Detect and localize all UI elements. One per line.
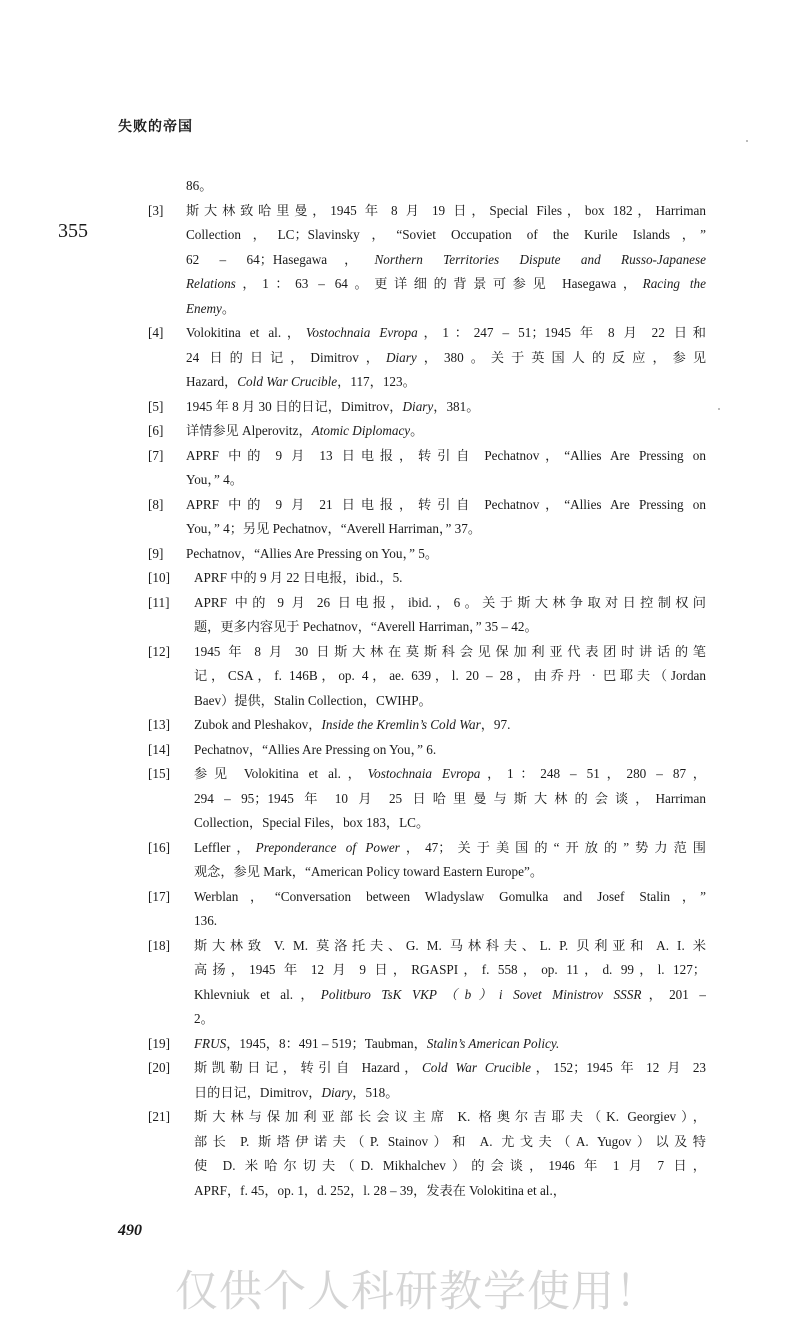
note-text: 使 D. 米哈尔切夫（D. Mikhalchev）的会谈，1946 年 1 月 7 日， <box>194 1158 706 1173</box>
note-line <box>148 444 706 469</box>
note-text: APRF 中的 9 月 26 日电报，ibid.，6。关于斯大林争取对日控制权问 <box>194 594 706 610</box>
endnote-number: [17] <box>148 888 170 904</box>
italic-title: Enemy <box>186 300 222 316</box>
italic-title: Inside the Kremlin’s Cold War <box>321 717 481 732</box>
note-text: Volokitina et al.， <box>186 325 306 340</box>
note-line <box>148 468 706 493</box>
note-line <box>148 542 706 567</box>
note-line <box>148 370 706 395</box>
note-line <box>148 591 706 616</box>
note-line <box>148 517 706 542</box>
endnote <box>148 395 706 420</box>
note-text: 。 <box>410 423 424 438</box>
endnote-number: [8] <box>148 496 164 512</box>
note-text: Khlevniuk et al.， <box>194 986 321 1002</box>
note-line <box>148 1081 706 1106</box>
note-line <box>148 493 706 518</box>
endnote <box>148 640 706 714</box>
note-text: APRF 中的 9 月 22 日电报，ibid.，5. <box>194 570 403 585</box>
note-line <box>148 419 706 444</box>
endnote <box>148 591 706 640</box>
note-line <box>148 1179 706 1204</box>
italic-title: Vostochnaia Evropa <box>305 325 418 340</box>
endnote <box>148 542 706 567</box>
note-text: 86。 <box>186 178 213 193</box>
note-text: ，1：248 – 51，280 – 87， <box>480 766 706 781</box>
endnote <box>148 444 706 493</box>
note-text: 斯大林与保加利亚部长会议主席 K. 格奥尔吉耶夫（K. Georgiev）， <box>194 1109 706 1124</box>
note-text: ，152；1945 年 12 月 23 <box>531 1060 706 1075</box>
note-line <box>148 958 706 983</box>
note-text: ，381。 <box>433 398 480 414</box>
note-text: Leffler， <box>194 839 256 855</box>
italic-title: Relations <box>186 276 236 291</box>
endnote <box>148 762 706 836</box>
endnote-number: [3] <box>148 202 164 218</box>
note-text: Werblan，“Conversation between Wladyslaw Gomulka and Josef Stalin，” <box>194 888 706 904</box>
endnote-number: [10] <box>148 570 170 585</box>
endnote <box>148 1105 706 1203</box>
note-line <box>148 346 706 371</box>
note-text: Pechatnov，“Allies Are Pressing on You，” 6. <box>194 741 437 757</box>
running-head: 失败的帝国 <box>118 120 193 135</box>
note-line <box>148 566 706 591</box>
endnote-number: [14] <box>148 741 170 757</box>
endnote-number: [18] <box>148 937 170 953</box>
note-line <box>148 983 706 1008</box>
italic-title: Cold War Crucible <box>422 1060 532 1075</box>
note-line <box>148 1056 706 1081</box>
note-text: 62 – 64；Hasegawa， <box>186 251 375 267</box>
note-text: Collection，Special Files，box 183，LC。 <box>194 815 430 830</box>
endnote-number: [6] <box>148 423 164 438</box>
endnote-number: [13] <box>148 717 170 732</box>
endnote <box>148 419 706 444</box>
note-text: APRF，f. 45，op. 1，d. 252，l. 28 – 39，发表在 Volokitina et al.， <box>194 1182 566 1198</box>
note-line <box>148 664 706 689</box>
note-text: ，47；关于美国的“开放的”势力范围 <box>399 839 706 855</box>
note-text: 部长 P. 斯塔伊诺夫（P. Stainov）和 A. 尤戈夫（A. Yugov）以及特 <box>194 1133 706 1149</box>
endnote <box>148 738 706 763</box>
note-text: Pechatnov，“Allies Are Pressing on You，” 5。 <box>186 545 439 561</box>
note-line <box>148 615 706 640</box>
note-text: 2。 <box>194 1011 214 1026</box>
note-line <box>148 811 706 836</box>
margin-page-number: 355 <box>58 220 88 242</box>
note-line <box>148 909 706 934</box>
italic-title: Diary <box>385 349 417 365</box>
note-text: 。 <box>221 300 236 316</box>
note-line <box>148 1032 706 1057</box>
note-text: 观念，参见 Mark，“American Policy toward Eastern Europe”。 <box>194 864 544 879</box>
note-line <box>148 174 706 199</box>
italic-title: Diary <box>321 1084 353 1100</box>
note-line <box>148 934 706 959</box>
note-line <box>148 321 706 346</box>
note-text: 24 日的日记，Dimitrov， <box>186 349 386 365</box>
italic-title: Cold War Crucible <box>237 374 338 389</box>
endnote-number: [20] <box>148 1060 170 1075</box>
note-line <box>148 738 706 763</box>
note-text: ，1：63 – 64。更详细的背景可参见 Hasegawa， <box>235 276 643 291</box>
endnote <box>148 1056 706 1105</box>
note-line <box>148 885 706 910</box>
note-text: ，1：247 – 51；1945 年 8 月 22 日和 <box>417 325 706 340</box>
watermark: 仅供个人科研教学使用！ <box>175 1267 659 1317</box>
note-text: 斯大林致 V. M. 莫洛托夫、G. M. 马林科夫、L. P. 贝利亚和 A. I. 米 <box>194 937 706 953</box>
endnote-number: [21] <box>148 1109 170 1124</box>
italic-title: Northern Territories Dispute and Russo-Japanese <box>374 251 706 267</box>
note-line <box>148 248 706 273</box>
note-text: 136. <box>194 913 218 928</box>
note-text: 高扬，1945 年 12 月 9 日，RGASPI，f. 558，op. 11，d. 99，l. 127； <box>194 962 706 977</box>
endnote <box>148 199 706 322</box>
note-text: 题，更多内容见于 Pechatnov，“Averell Harriman，” 35 – 42。 <box>194 619 538 634</box>
note-text: 记，CSA，f. 146B，op. 4，ae. 639，l. 20 – 28，由乔丹 · 巴耶夫（Jordan <box>194 668 706 683</box>
page-number: 490 <box>118 1222 142 1239</box>
endnote <box>148 836 706 885</box>
endnotes-list <box>148 174 706 1203</box>
endnote-number: [9] <box>148 545 164 561</box>
note-line <box>148 689 706 714</box>
note-text: ，380。关于英国人的反应，参见 <box>416 349 706 365</box>
note-line <box>148 762 706 787</box>
scan-speck <box>746 140 748 142</box>
note-text: APRF 中的 9 月 13 日电报，转引自 Pechatnov，“Allies Are Pressing on <box>186 447 706 463</box>
note-line <box>148 787 706 812</box>
italic-title: Racing the <box>642 276 706 291</box>
note-line <box>148 223 706 248</box>
note-text: APRF 中的 9 月 21 日电报，转引自 Pechatnov，“Allies Are Pressing on <box>186 496 706 512</box>
note-text: 详情参见 Alperovitz， <box>186 423 312 438</box>
note-line <box>148 199 706 224</box>
note-text: 1945 年 8 月 30 日的日记，Dimitrov， <box>186 398 403 414</box>
endnote <box>148 934 706 1032</box>
italic-title: FRUS <box>194 1035 227 1051</box>
italic-title: Stalin’s American Policy. <box>426 1035 560 1051</box>
note-text: 294 – 95；1945 年 10 月 25 日哈里曼与斯大林的会谈，Harriman <box>194 790 706 806</box>
note-text: ，117，123。 <box>337 374 416 389</box>
note-text: Hazard， <box>186 374 238 389</box>
endnote-number: [5] <box>148 398 164 414</box>
note-line <box>148 836 706 861</box>
endnote-number: [16] <box>148 839 170 855</box>
italic-title: Politburo TsK VKP（b）i Sovet Ministrov SSSR <box>320 986 642 1002</box>
note-text: 斯大林致哈里曼，1945 年 8 月 19 日，Special Files，box 182，Harriman <box>186 202 706 218</box>
italic-title: Diary <box>402 398 434 414</box>
note-line <box>148 1105 706 1130</box>
endnote-number: [7] <box>148 447 164 463</box>
endnote-number: [12] <box>148 643 170 659</box>
note-line <box>148 1007 706 1032</box>
italic-title: Atomic Diplomacy <box>311 423 411 438</box>
note-text: ，97. <box>480 717 511 732</box>
note-text: 1945 年 8 月 30 日斯大林在莫斯科会见保加利亚代表团时讲话的笔 <box>194 643 706 659</box>
endnote <box>148 713 706 738</box>
note-line <box>148 272 706 297</box>
note-text: ，518。 <box>352 1084 399 1100</box>
note-text: 斯凯勒日记，转引自 Hazard， <box>194 1060 422 1075</box>
note-line <box>148 713 706 738</box>
note-text: ，201 – <box>641 986 706 1002</box>
note-text: You，” 4。 <box>186 472 243 487</box>
italic-title: Vostochnaia Evropa <box>367 766 481 781</box>
note-text: You，” 4；另见 Pechatnov，“Averell Harriman，” 37。 <box>186 521 482 536</box>
note-text: 日的日记，Dimitrov， <box>194 1084 322 1100</box>
endnote-number: [11] <box>148 594 170 610</box>
endnote <box>148 493 706 542</box>
note-line <box>148 1154 706 1179</box>
note-line <box>148 640 706 665</box>
endnote <box>148 1032 706 1057</box>
endnote <box>148 885 706 934</box>
note-line <box>148 1130 706 1155</box>
note-text: ，1945，8：491 – 519；Taubman， <box>226 1035 427 1051</box>
endnote-number: [19] <box>148 1035 170 1051</box>
note-text: Collection，LC；Slavinsky，“Soviet Occupation of the Kurile Islands，” <box>186 227 706 242</box>
note-text: Zubok and Pleshakov， <box>194 717 322 732</box>
italic-title: Preponderance of Power <box>255 839 400 855</box>
note-text: 参见 Volokitina et al.， <box>194 766 368 781</box>
endnote <box>148 566 706 591</box>
endnote-number: [15] <box>148 766 170 781</box>
note-line <box>148 860 706 885</box>
note-line <box>148 297 706 322</box>
endnote <box>148 321 706 395</box>
note-line <box>148 395 706 420</box>
note-text: Baev）提供，Stalin Collection，CWIHP。 <box>194 692 432 708</box>
scan-speck <box>718 408 720 410</box>
endnote-number: [4] <box>148 325 164 340</box>
